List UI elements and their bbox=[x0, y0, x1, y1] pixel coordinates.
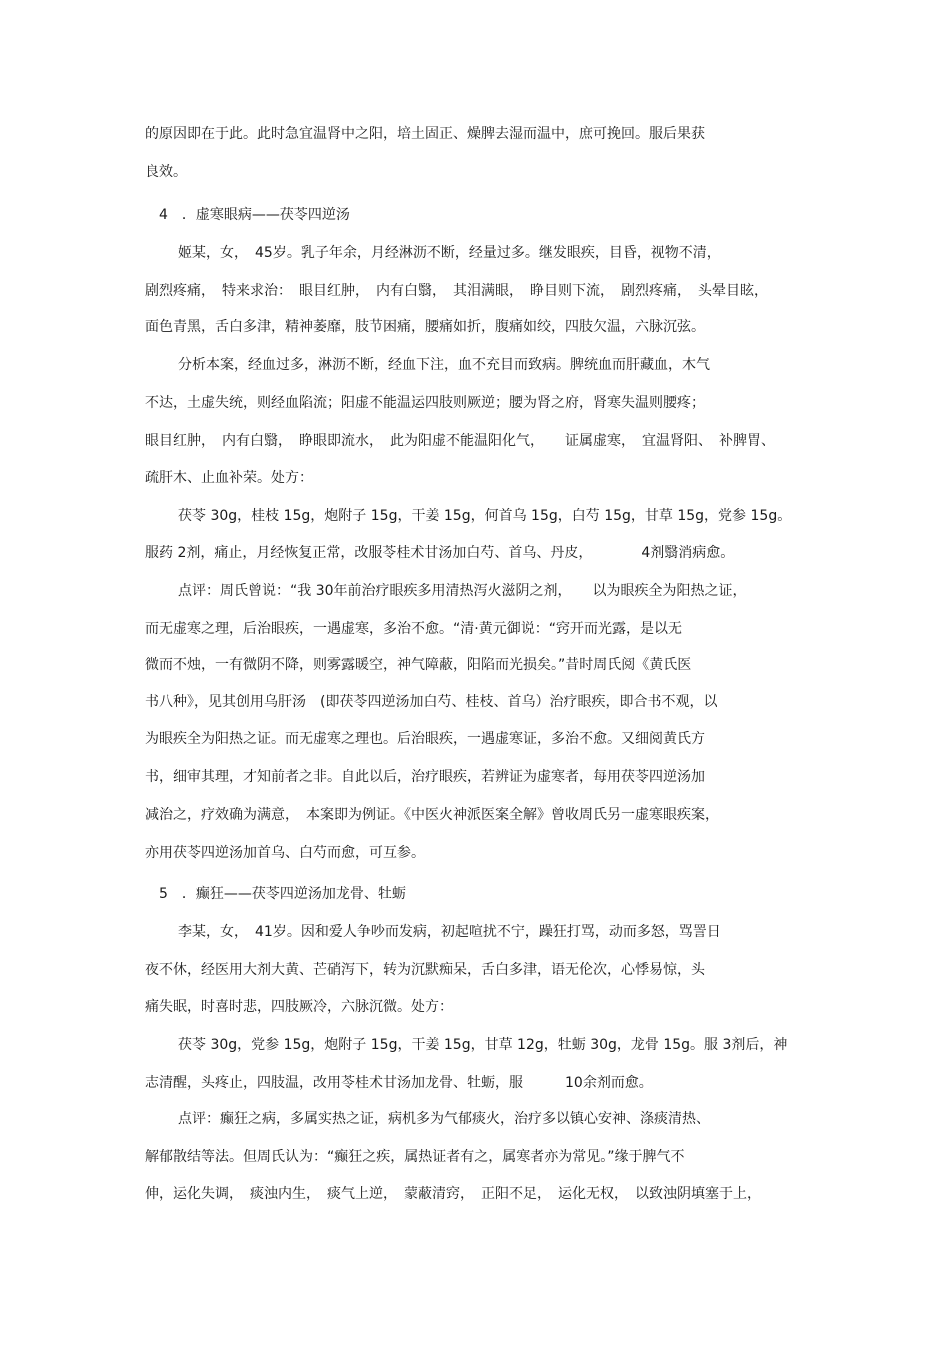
text-line: 夜不休，经医用大剂大黄、芒硝泻下，转为沉默痴呆，舌白多津，语无伦次，心悸易惊，头 bbox=[145, 962, 705, 978]
text-line: 微而不烛，一有微阴不降，则雾露暖空，神气障蔽，阳陷而光损矣。”昔时周氏阅《黄氏医 bbox=[145, 657, 692, 673]
text-line: 面色青黑，舌白多津，精神萎靡，肢节困痛，腰痛如折，腹痛如绞，四肢欠温，六脉沉弦。 bbox=[145, 319, 705, 335]
text-line: 的原因即在于此。此时急宜温肾中之阳，培土固正、燥脾去湿而温中，庶可挽回。服后果获 bbox=[145, 126, 705, 142]
text-line: 减治之，疗效确为满意， 本案即为例证。《中医火神派医案全解》曾收周氏另一虚寒眼疾案， bbox=[145, 807, 719, 823]
text-line: 剧烈疼痛， 特来求治： 眼目红肿， 内有白翳， 其泪满眼， 睁目则下流， 剧烈疼痛， 头晕目眩， bbox=[145, 283, 768, 299]
section-heading: 4 ．虚寒眼病——茯苓四逆汤 bbox=[159, 207, 350, 223]
text-line: 不达，土虚失统，则经血陷流；阳虚不能温运四肢则厥逆；腰为肾之府，肾寒失温则腰疼； bbox=[145, 395, 705, 411]
text-line: 书八种》，见其创用乌肝汤 (即茯苓四逆汤加白芍、桂枝、首乌）治疗眼疾，即合书不观，以 bbox=[145, 694, 718, 710]
text-line: 李某，女， 41岁。因和爱人争吵而发病，初起喧扰不宁，躁狂打骂，动而多怒，骂詈日 bbox=[178, 924, 721, 940]
text-line: 而无虚寒之理，后治眼疾，一遇虚寒，多治不愈。“清·黄元御说：“窍开而光露，是以无 bbox=[145, 621, 682, 637]
text-line: 伸，运化失调， 痰浊内生， 痰气上逆， 蒙蔽清窍， 正阳不足， 运化无权， 以致浊阴填塞于上， bbox=[145, 1186, 761, 1202]
text-line: 分析本案，经血过多，淋沥不断，经血下注，血不充目而致病。脾统血而肝藏血，木气 bbox=[178, 357, 710, 373]
text-line: 志清醒，头疼止，四肢温，改用苓桂术甘汤加龙骨、牡蛎，服 10余剂而愈。 bbox=[145, 1075, 653, 1091]
prescription-line: 茯苓 30g，桂枝 15g，炮附子 15g，干姜 15g，何首乌 15g，白芍 15g，甘草 15g，党参 15g。 bbox=[178, 508, 792, 524]
text-line: 姬某，女， 45岁。乳子年余，月经淋沥不断，经量过多。继发眼疾，目昏，视物不清， bbox=[178, 245, 721, 261]
text-line: 眼目红肿， 内有白翳， 睁眼即流水， 此为阳虚不能温阳化气， 证属虚寒， 宜温肾阳、 补脾胃、 bbox=[145, 433, 775, 449]
text-line: 良效。 bbox=[145, 164, 187, 180]
commentary-line: 点评：周氏曾说：“我 30年前治疗眼疾多用清热泻火滋阴之剂， 以为眼疾全为阳热之证， bbox=[178, 583, 747, 599]
text-line: 为眼疾全为阳热之证。而无虚寒之理也。后治眼疾，一遇虚寒证，多治不愈。又细阅黄氏方 bbox=[145, 731, 705, 747]
commentary-line: 点评：癫狂之病，多属实热之证，病机多为气郁痰火，治疗多以镇心安神、涤痰清热、 bbox=[178, 1111, 710, 1127]
prescription-line: 茯苓 30g，党参 15g，炮附子 15g，干姜 15g，甘草 12g，牡蛎 30g，龙骨 15g。服 3剂后，神 bbox=[178, 1037, 788, 1053]
section-heading: 5 ．癫狂——茯苓四逆汤加龙骨、牡蛎 bbox=[159, 886, 406, 902]
text-line: 解郁散结等法。但周氏认为：“癫狂之疾，属热证者有之，属寒者亦为常见。”缘于脾气不 bbox=[145, 1149, 685, 1165]
text-line: 亦用茯苓四逆汤加首乌、白芍而愈，可互参。 bbox=[145, 845, 425, 861]
text-line: 服药 2剂，痛止，月经恢复正常，改服苓桂术甘汤加白芍、首乌、丹皮， 4剂翳消病愈。 bbox=[145, 545, 735, 561]
text-line: 痛失眠，时喜时悲，四肢厥冷，六脉沉微。处方： bbox=[145, 999, 453, 1015]
text-line: 疏肝木、止血补荣。处方： bbox=[145, 470, 313, 486]
text-line: 书，细审其理，才知前者之非。自此以后，治疗眼疾，若辨证为虚寒者，每用茯苓四逆汤加 bbox=[145, 769, 705, 785]
